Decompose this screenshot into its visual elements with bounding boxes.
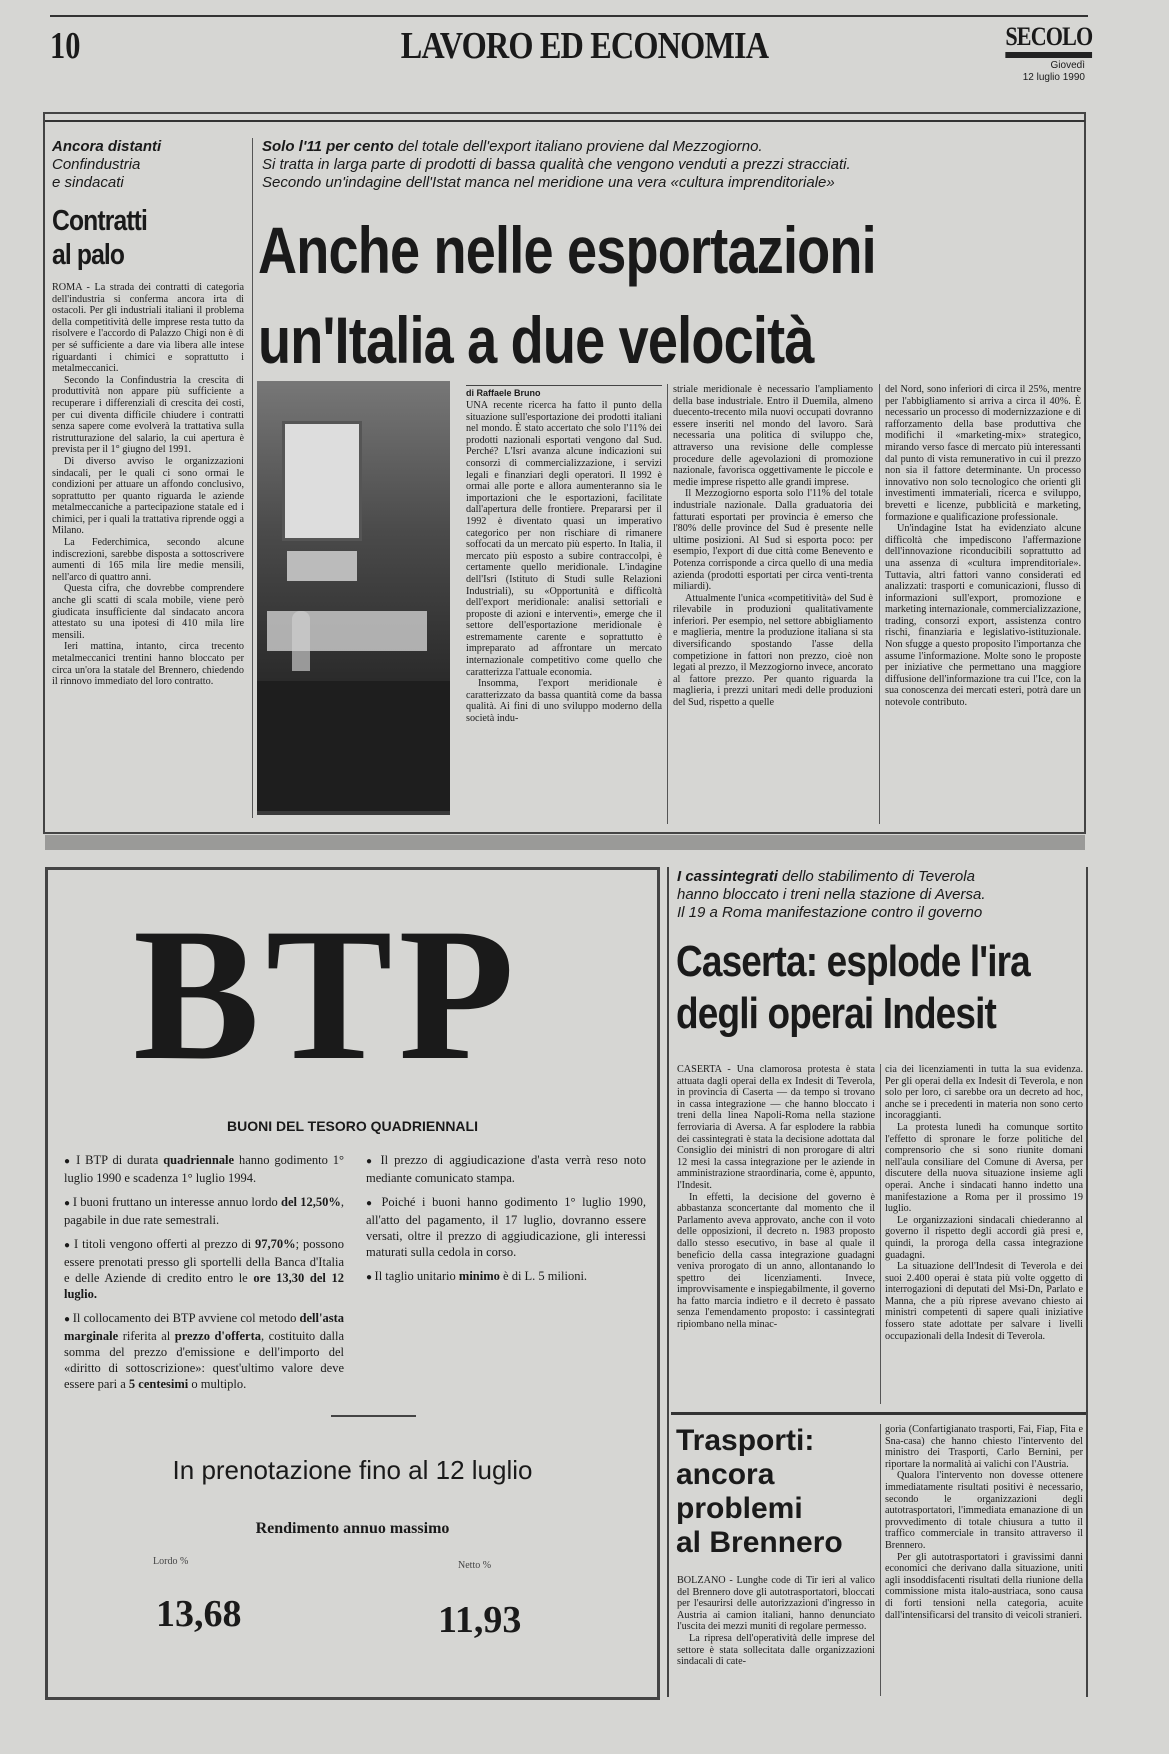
caserta-headline-line: Caserta: esplode l'ira — [676, 937, 1030, 986]
trasporti-headline-line: problemi — [676, 1492, 803, 1525]
side-kicker-line: Confindustria — [52, 156, 141, 173]
trasporti-column-1 — [677, 1575, 875, 1697]
trasporti-headline-line: ancora — [676, 1458, 775, 1491]
btp-term-item — [64, 1152, 344, 1186]
main-article-deck — [262, 138, 1062, 192]
paragraph: La situazione dell'Indesit di Teverola e dei suoi 2.400 operai è stata più volte oggetto di interrogazioni di deputati del Msi-Dn, Parlato e Manna, che a più riprese avevano chiesto ai ministri competenti di sapere quali iniziative fossero state adottate per salvare i livelli occupazionali della Indesit di Teverola. — [885, 1261, 1083, 1342]
btp-yield-title: Rendimento annuo massimo — [255, 1520, 450, 1537]
side-kicker-bold: Ancora distanti — [52, 138, 162, 155]
newspaper-logo: SECOLO — [1005, 22, 1092, 58]
btp-divider — [331, 1415, 416, 1417]
btp-term-text: Il prezzo di aggiudicazione d'asta verrà reso noto mediante comunicato stampa. — [366, 1153, 646, 1185]
paragraph: del Nord, sono inferiori di circa il 25%, mentre per l'abbigliamento si arriva a circa il 40%. È necessario un processo di modernizzazione e di rafforzamento della base produttiva che modifichi il «marketing-mix» strategico, mirando verso fasce di mercato più interessanti dal punto di vista remunerativo in cui il prezzo non sia il fattore determinante. Un processo innovativo non solo tecnologico che orienti gli investimenti immateriali, ricerca e sviluppo, brevetti e licenze, pubblicità e marketing, formazione e qualificazione professionale. — [885, 384, 1081, 523]
column-divider — [252, 138, 253, 818]
btp-term-item — [64, 1236, 344, 1302]
column-divider — [667, 384, 668, 824]
caserta-deck — [677, 868, 1077, 922]
btp-terms-col-2 — [366, 1152, 646, 1294]
main-headline-line: Anche nelle esportazioni — [258, 213, 876, 287]
btp-advertisement — [45, 867, 660, 1700]
paragraph: BOLZANO - Lunghe code di Tir ieri al valico del Brennero dove gli autotrasportatori, bloccati per l'esaurirsi delle autorizzazioni d'ingresso in Austria ai camion italiani, hanno denunciato l'uscita dei mezzi muniti di regolare permesso. — [677, 1575, 875, 1633]
btp-term-text: hanno godimento 1° luglio 1990 e scadenza 1° luglio 1994. — [64, 1153, 345, 1185]
page-number: 10 — [50, 25, 81, 67]
gray-separator-bar — [45, 835, 1085, 850]
machine-shape — [282, 421, 362, 541]
btp-term-text: 5 centesimi — [128, 1377, 189, 1391]
btp-term-item — [64, 1310, 344, 1392]
btp-subtitle: BUONI DEL TESORO QUADRIENNALI — [227, 1118, 478, 1134]
trasporti-headline — [676, 1424, 876, 1560]
paragraph: UNA recente ricerca ha fatto il punto della situazione sull'esportazione dei prodotti italiani nel mondo. È stato accertato che solo l'11% dei prodotti nazionali esportati vengono dal Sud. Perché? L'Isri avanza alcune indicazioni sui consorzi di commercializzazione, i servizi legali e finanziari degli operatori. Il 1992 è ormai alle porte e allora aumenteranno sia le importazioni che le esportazioni, facilitate dall'apertura delle frontiere. Prepararsi per il 1992 è diventato quasi un imperativo categorico per non rischiare di rimanere soffocati da un mercato più esperto. In Italia, il mercato più esposto a subire contraccolpi, è certamente quello meridionale. L'indagine dell'Isri (Istituto di Studi sulle Relazioni Industriali), su «Opportunità e difficoltà dell'export meridionale: analisi settoriali e proposte di azioni e interventi», emerge che il settore dell'esportazione meridionale è estremamente carente e soprattutto è impreparato ad affrontare un mercato internazionale competitivo come quello che caratterizza l'attuale economia. — [466, 400, 662, 678]
issue-date — [1023, 60, 1085, 84]
side-article-body — [52, 282, 244, 812]
btp-term-text: Il taglio unitario — [374, 1269, 459, 1283]
paragraph: Insomma, l'export meridionale è caratterizzato da bassa quantità come da bassa qualità. Ai fini di uno sviluppo moderno della società indu- — [466, 678, 662, 725]
main-headline-line: un'Italia a due velocità — [258, 303, 814, 377]
paragraph: Attualmente l'unica «competitività» del Sud è rilevabile in produzioni qualitativamente inferiori. Per esempio, nel settore abbigliamento e maglieria, mentre la produzione italiana si sta diversificando spostando l'asse della competizione in fattori non prezzo, cioè non legati al prezzo, il Mezzogiorno invece, ancorato al fattore prezzo. Per quanto riguarda la maglieria, i prezzi unitari medi delle produzioni del Sud, rispetto a quelle — [673, 592, 873, 709]
paragraph: Il Mezzogiorno esporta solo l'11% del totale industriale nazionale. Dalla graduatoria dei fatturati esportati per provincia è emerso che l'80% delle province del Sud è presente nelle ultime posizioni. Al Sud si esporta poco: per esempio, l'export di due città come Benevento e Potenza corrisponde a circa quello di una media azienda (prodotti esportati per circa venti-trenta miliardi). — [673, 488, 873, 593]
btp-term-text: I buoni fruttano un interesse annuo lordo — [72, 1195, 281, 1209]
btp-term-text: Il collocamento dei BTP avviene col metodo — [72, 1311, 300, 1325]
caserta-headline-line: degli operai Indesit — [676, 989, 997, 1038]
section-title: LAVORO ED ECONOMIA — [400, 25, 769, 67]
column-divider — [880, 1424, 881, 1696]
side-kicker-line: e sindacati — [52, 174, 124, 191]
main-article-column-1 — [466, 400, 662, 816]
btp-terms-col-1 — [64, 1152, 344, 1400]
btp-term-text: minimo — [458, 1269, 500, 1283]
btp-term-text: I BTP di durata — [76, 1153, 164, 1167]
paragraph: La ripresa dell'operatività delle imprese del settore è stata sollecitata dalle organizzazioni sindacali di cate- — [677, 1632, 875, 1668]
btp-term-text: 97,70% — [255, 1237, 296, 1251]
paragraph: La Federchimica, secondo alcune indiscrezioni, sarebbe disposta a sottoscrivere aumenti di 165 mila lire medie mensili, nell'arco di quattro anni. — [52, 537, 244, 583]
paragraph: In effetti, la decisione del governo è abbastanza sconcertante dal momento che il Parlamento aveva approvato, anche con il voto delle opposizioni, il decreto n. 1983 proposto dallo stesso esecutivo, in base al quale il beneficio della cassa integrazione guadagni veniva prorogato di un anno, allontanando lo spettro dei licenziamenti. Invece, improvvisamente e inspiegabilmente, il governo ha fatto marcia indietro e il decreto è passato senza l'emendamento proposto: i cassintegrati ripiombano nella minac- — [677, 1191, 875, 1331]
btp-term-text: riferita al — [118, 1329, 175, 1343]
trasporti-column-2 — [885, 1424, 1083, 1696]
btp-term-text: è di L. 5 milioni. — [499, 1269, 588, 1283]
column-divider — [667, 867, 669, 1697]
deck-line: dello stabilimento di Teverola — [777, 868, 975, 885]
paragraph: Per gli autotrasportatori i gravissimi danni economici che derivano dalla situazione, uniti agli insoddisfacenti risultati della riunione della commissione mista italo-austriaca, sono causa di forti tensioni nella categoria, acuite dall'intensificarsi del transito di veicoli stranieri. — [885, 1551, 1083, 1621]
btp-term-text: ore 13,30 del 12 luglio. — [64, 1271, 344, 1301]
btp-title: BTP — [133, 890, 521, 1100]
btp-term-text: , costituito dalla somma del prezzo d'emissione e dell'importo del «diritto di sottoscrizione»: quest'ultimo valore deve essere pari a — [64, 1329, 344, 1391]
btp-term-item — [366, 1268, 646, 1286]
trasporti-headline-line: al Brennero — [676, 1526, 843, 1559]
main-article-column-3 — [885, 384, 1081, 824]
date: 12 luglio 1990 — [1022, 72, 1085, 83]
trasporti-headline-line: Trasporti: — [676, 1424, 815, 1457]
paragraph: striale meridionale è necessario l'ampliamento della base industriale. Entro il Duemila, almeno duecento-trecento mila nuovi occupati dovranno essere inseriti nel mondo del lavoro. Sarà necessaria una politica di sviluppo che, attraverso una revisione delle complesse procedure delle agevolazioni di promozione nazionale, favorisca oggettivamente le piccole e medie imprese rispetto alle grandi imprese. — [673, 384, 873, 488]
paragraph: Ieri mattina, intanto, circa trecento metalmeccanici trentini hanno bloccato per circa un'ora la statale del Brennero, chiedendo il rinnovo immediato del loro contratto. — [52, 641, 244, 688]
top-box-rule — [45, 120, 1085, 122]
paragraph: Questa cifra, che dovrebbe comprendere anche gli scatti di scala mobile, viene però giudicata insufficiente dal sindacato ancora attestato su una ipotesi di 410 mila lire mensili. — [52, 583, 244, 641]
top-rule — [50, 15, 1088, 17]
btp-gross-yield: 13,68 — [156, 1593, 242, 1635]
side-article — [52, 138, 244, 812]
deck-bold: Solo l'11 per cento — [262, 138, 394, 155]
btp-net-label: Netto % — [458, 1560, 492, 1571]
caserta-column-2 — [885, 1064, 1083, 1404]
paragraph: ROMA - La strada dei contratti di categoria dell'industria si conferma ancora irta di ostacoli. Per gli industriali italiani il problema della competitività delle imprese resta tutto da risolvere e l'accordo di Palazzo Chigi non è di per sé sufficiente a dare via libera alle intese riguardanti i chimici e soprattutto i metalmeccanici. — [52, 282, 244, 375]
btp-term-item — [366, 1152, 646, 1186]
btp-term-text: Poiché i buoni hanno godimento 1° luglio 1990, all'atto del pagamento, il 17 luglio, dovranno essere versati, oltre il prezzo di aggiudicazione, gli interessi maturati sulla cedola in corso. — [366, 1195, 646, 1259]
right-border — [1086, 867, 1088, 1697]
machine-shape — [287, 551, 357, 581]
column-divider — [879, 384, 880, 824]
deck-line: Il 19 a Roma manifestazione contro il governo — [677, 904, 983, 921]
btp-term-text: dell'asta marginale — [64, 1311, 344, 1343]
btp-term-text: ; possono essere prenotati presso gli sportelli della Banca d'Italia e delle Aziende di credito entro le — [64, 1237, 344, 1285]
crate-shape — [267, 611, 427, 651]
deck-line: Secondo un'indagine dell'Istat manca nel meridione una vera «cultura imprenditoriale» — [262, 174, 835, 191]
btp-term-text: del 12,50% — [281, 1195, 341, 1209]
btp-net-yield: 11,93 — [438, 1599, 522, 1641]
main-headline — [258, 205, 996, 385]
deck-line: Si tratta in larga parte di prodotti di bassa qualità che vengono venduti a prezzi stracciati. — [262, 156, 851, 173]
caserta-column-1 — [677, 1064, 875, 1404]
btp-term-text: , pagabile in due rate semestrali. — [64, 1195, 344, 1227]
caserta-headline — [676, 936, 1096, 1040]
btp-term-text: o multiplo. — [188, 1377, 247, 1391]
side-headline-line: al palo — [52, 239, 125, 271]
main-article-column-2 — [673, 384, 873, 824]
btp-term-item — [64, 1194, 344, 1228]
paragraph: Qualora l'intervento non dovesse ottenere immediatamente risultati positivi è necessario, secondo le organizzazioni degli autotrasportatori, l'immediata emanazione di un provvedimento di totale chiusura a tutto il traffico commerciale in transito attraverso il Brennero. — [885, 1470, 1083, 1551]
btp-booking-deadline: In prenotazione fino al 12 luglio — [172, 1455, 533, 1485]
weekday: Giovedì — [1050, 60, 1085, 71]
paragraph: La protesta lunedì ha comunque sortito l'effetto di spronare le forze politiche del comprensorio che si sono riunite domani nell'aula consiliare del Comune di Aversa, per discutere della nuova situazione insieme agli operai. Anche i sindacati hanno indetto una manifestazione a Roma per il prossimo 19 luglio. — [885, 1121, 1083, 1215]
section-rule — [671, 1412, 1086, 1415]
paragraph: cia dei licenziamenti in tutta la sua evidenza. Per gli operai della ex Indesit di Teverola, e non solo per loro, ci sarebbe ora un decreto ad hoc, anche se i precedenti in materia non sono certo incoraggianti. — [885, 1064, 1083, 1122]
paragraph: CASERTA - Una clamorosa protesta è stata attuata dagli operai della ex Indesit di Teverola, in provincia di Caserta — da tempo si trovano in cassa integrazione — che hanno bloccato i treni della linea Napoli-Roma nella stazione ferroviaria di Aversa. A far esplodere la rabbia dei cassintegrati è stata la decisione adottata dal Consiglio dei ministri di non prorogare di altri 12 mesi la cassa integrazione per le aziende in amministrazione straordinaria, come è, appunto, l'Indesit. — [677, 1064, 875, 1191]
deck-line: del totale dell'export italiano proviene dal Mezzogiorno. — [393, 138, 763, 155]
factory-photo — [257, 381, 450, 815]
side-headline-line: Contratti — [52, 205, 148, 237]
paragraph: Un'indagine Istat ha evidenziato alcune difficoltà che impediscono l'affermazione dell'innovazione riconducibili soprattutto ad una assenza di «cultura imprenditoriale». Tuttavia, altri fattori vanno considerati ed analizzati: trasporti e comunicazioni, flusso di informazioni sull'export, promozione e marketing internazionale, commercializzazione, trading, consorzi export, assistenza contro rischi, finanziaria e legislativo-istituzionale. Non sfugge a questo proposito l'importanza che assume l'informazione. Molte sono le proposte per iniziative che permettano una maggiore diffusione dell'informazione tra cui l'Ice, con la sua conoscenza dei mercati esteri, potrà dare un notevole contributo. — [885, 523, 1081, 709]
deck-line: hanno bloccato i treni nella stazione di Aversa. — [677, 886, 986, 903]
paragraph: Secondo la Confindustria la crescita di produttività non appare più sufficiente a recuperare i differenziali di crescita dei costi, per cui diventa difficile chiudere i contratti senza sapere come evolverà la trattativa sulla ristrutturazione del salario, la cui apertura è prevista per il 1° giugno del 1991. — [52, 374, 244, 456]
btp-term-text: quadriennale — [163, 1153, 235, 1167]
btp-term-item — [366, 1194, 646, 1260]
btp-gross-label: Lordo % — [153, 1556, 189, 1567]
paragraph: goria (Confartigianato trasporti, Fai, Fiap, Fita e Sna-casa) che hanno chiesto l'intervento del ministro dei Trasporti, Carlo Bernini, per riportare la normalità ai valichi con l'Austria. — [885, 1424, 1083, 1470]
paragraph: Di diverso avviso le organizzazioni sindacali, per le quali ci sono ormai le condizioni per attuare un affondo conclusivo, soprattutto per quanto riguarda le aziende metalmeccaniche a partecipazione statale ed i chimici, per i quali la trattativa riprende oggi a Milano. — [52, 455, 244, 537]
paragraph: Le organizzazioni sindacali chiederanno al governo il rispetto degli accordi già presi e, quindi, la proroga della cassa integrazione guadagni. — [885, 1214, 1083, 1261]
column-divider — [880, 1064, 881, 1404]
byline: di Raffaele Bruno — [466, 385, 662, 398]
floor-shadow — [257, 681, 450, 811]
btp-term-text: I titoli vengono offerti al prezzo di — [74, 1237, 256, 1251]
btp-term-text: prezzo d'offerta — [174, 1329, 261, 1343]
deck-bold: I cassintegrati — [677, 868, 778, 885]
